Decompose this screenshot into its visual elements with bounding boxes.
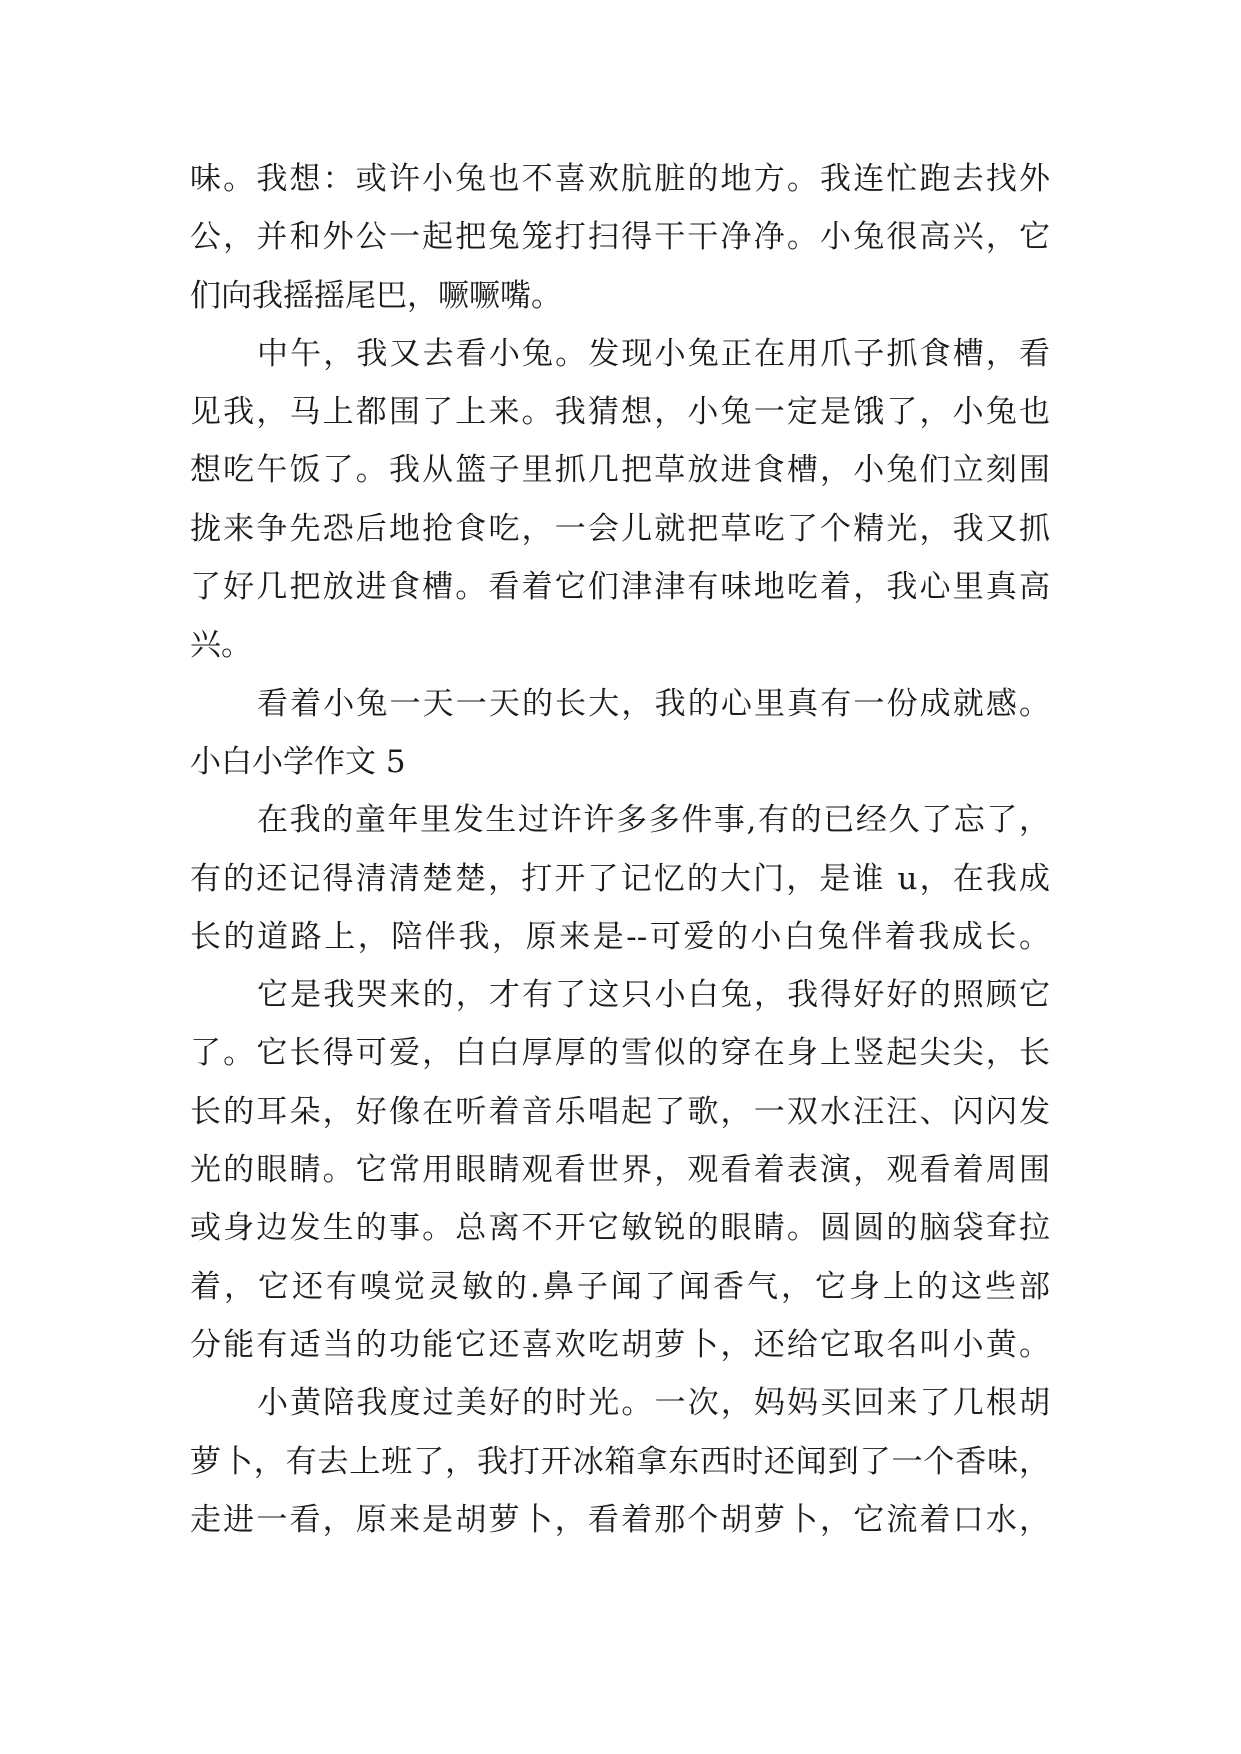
text-line: 小黄陪我度过美好的时光。一次，妈妈买回来了几根胡 [257, 1385, 1050, 1422]
text-line: 或身边发生的事。总离不开它敏锐的眼睛。圆圆的脑袋耷拉 [190, 1210, 1050, 1247]
text-line: 它是我哭来的，才有了这只小白兔，我得好好的照顾它 [257, 977, 1050, 1014]
text-line: 拢来争先恐后地抢食吃，一会儿就把草吃了个精光，我又抓 [190, 510, 1050, 547]
document-body [190, 150, 1050, 1549]
text-line: 走进一看，原来是胡萝卜，看着那个胡萝卜，它流着口水， [190, 1501, 1050, 1538]
text-line: 着，它还有嗅觉灵敏的.鼻子闻了闻香气，它身上的这些部 [190, 1268, 1050, 1305]
section-title: 小白小学作文 5 [190, 743, 406, 780]
text-line: 中午，我又去看小兔。发现小兔正在用爪子抓食槽，看 [257, 335, 1050, 372]
text-line: 兴。 [190, 627, 252, 664]
text-line: 想吃午饭了。我从篮子里抓几把草放进食槽，小兔们立刻围 [190, 452, 1050, 489]
text-line: 了好几把放进食槽。看着它们津津有味地吃着，我心里真高 [190, 569, 1050, 606]
text-line: 光的眼睛。它常用眼睛观看世界，观看着表演，观看着周围 [190, 1152, 1050, 1189]
text-line: 见我，马上都围了上来。我猜想，小兔一定是饿了，小兔也 [190, 394, 1050, 431]
text-line: 有的还记得清清楚楚，打开了记忆的大门，是谁 u，在我成 [190, 860, 1050, 897]
text-line: 长的道路上，陪伴我，原来是--可爱的小白兔伴着我成长。 [190, 918, 1050, 955]
text-line: 公，并和外公一起把兔笼打扫得干干净净。小兔很高兴，它 [190, 219, 1050, 256]
text-line: 长的耳朵，好像在听着音乐唱起了歌，一双水汪汪、闪闪发 [190, 1093, 1050, 1130]
text-line: 分能有适当的功能它还喜欢吃胡萝卜，还给它取名叫小黄。 [190, 1326, 1050, 1363]
text-line: 味。我想：或许小兔也不喜欢肮脏的地方。我连忙跑去找外 [190, 161, 1050, 197]
text-line: 了。它长得可爱，白白厚厚的雪似的穿在身上竖起尖尖，长 [190, 1035, 1050, 1072]
text-line: 们向我摇摇尾巴，噘噘嘴。 [190, 277, 562, 314]
text-line: 在我的童年里发生过许许多多件事,有的已经久了忘了， [257, 802, 1050, 839]
text-line: 萝卜，有去上班了，我打开冰箱拿东西时还闻到了一个香味， [190, 1443, 1050, 1480]
text-line: 看着小兔一天一天的长大，我的心里真有一份成就感。 [257, 685, 1050, 722]
